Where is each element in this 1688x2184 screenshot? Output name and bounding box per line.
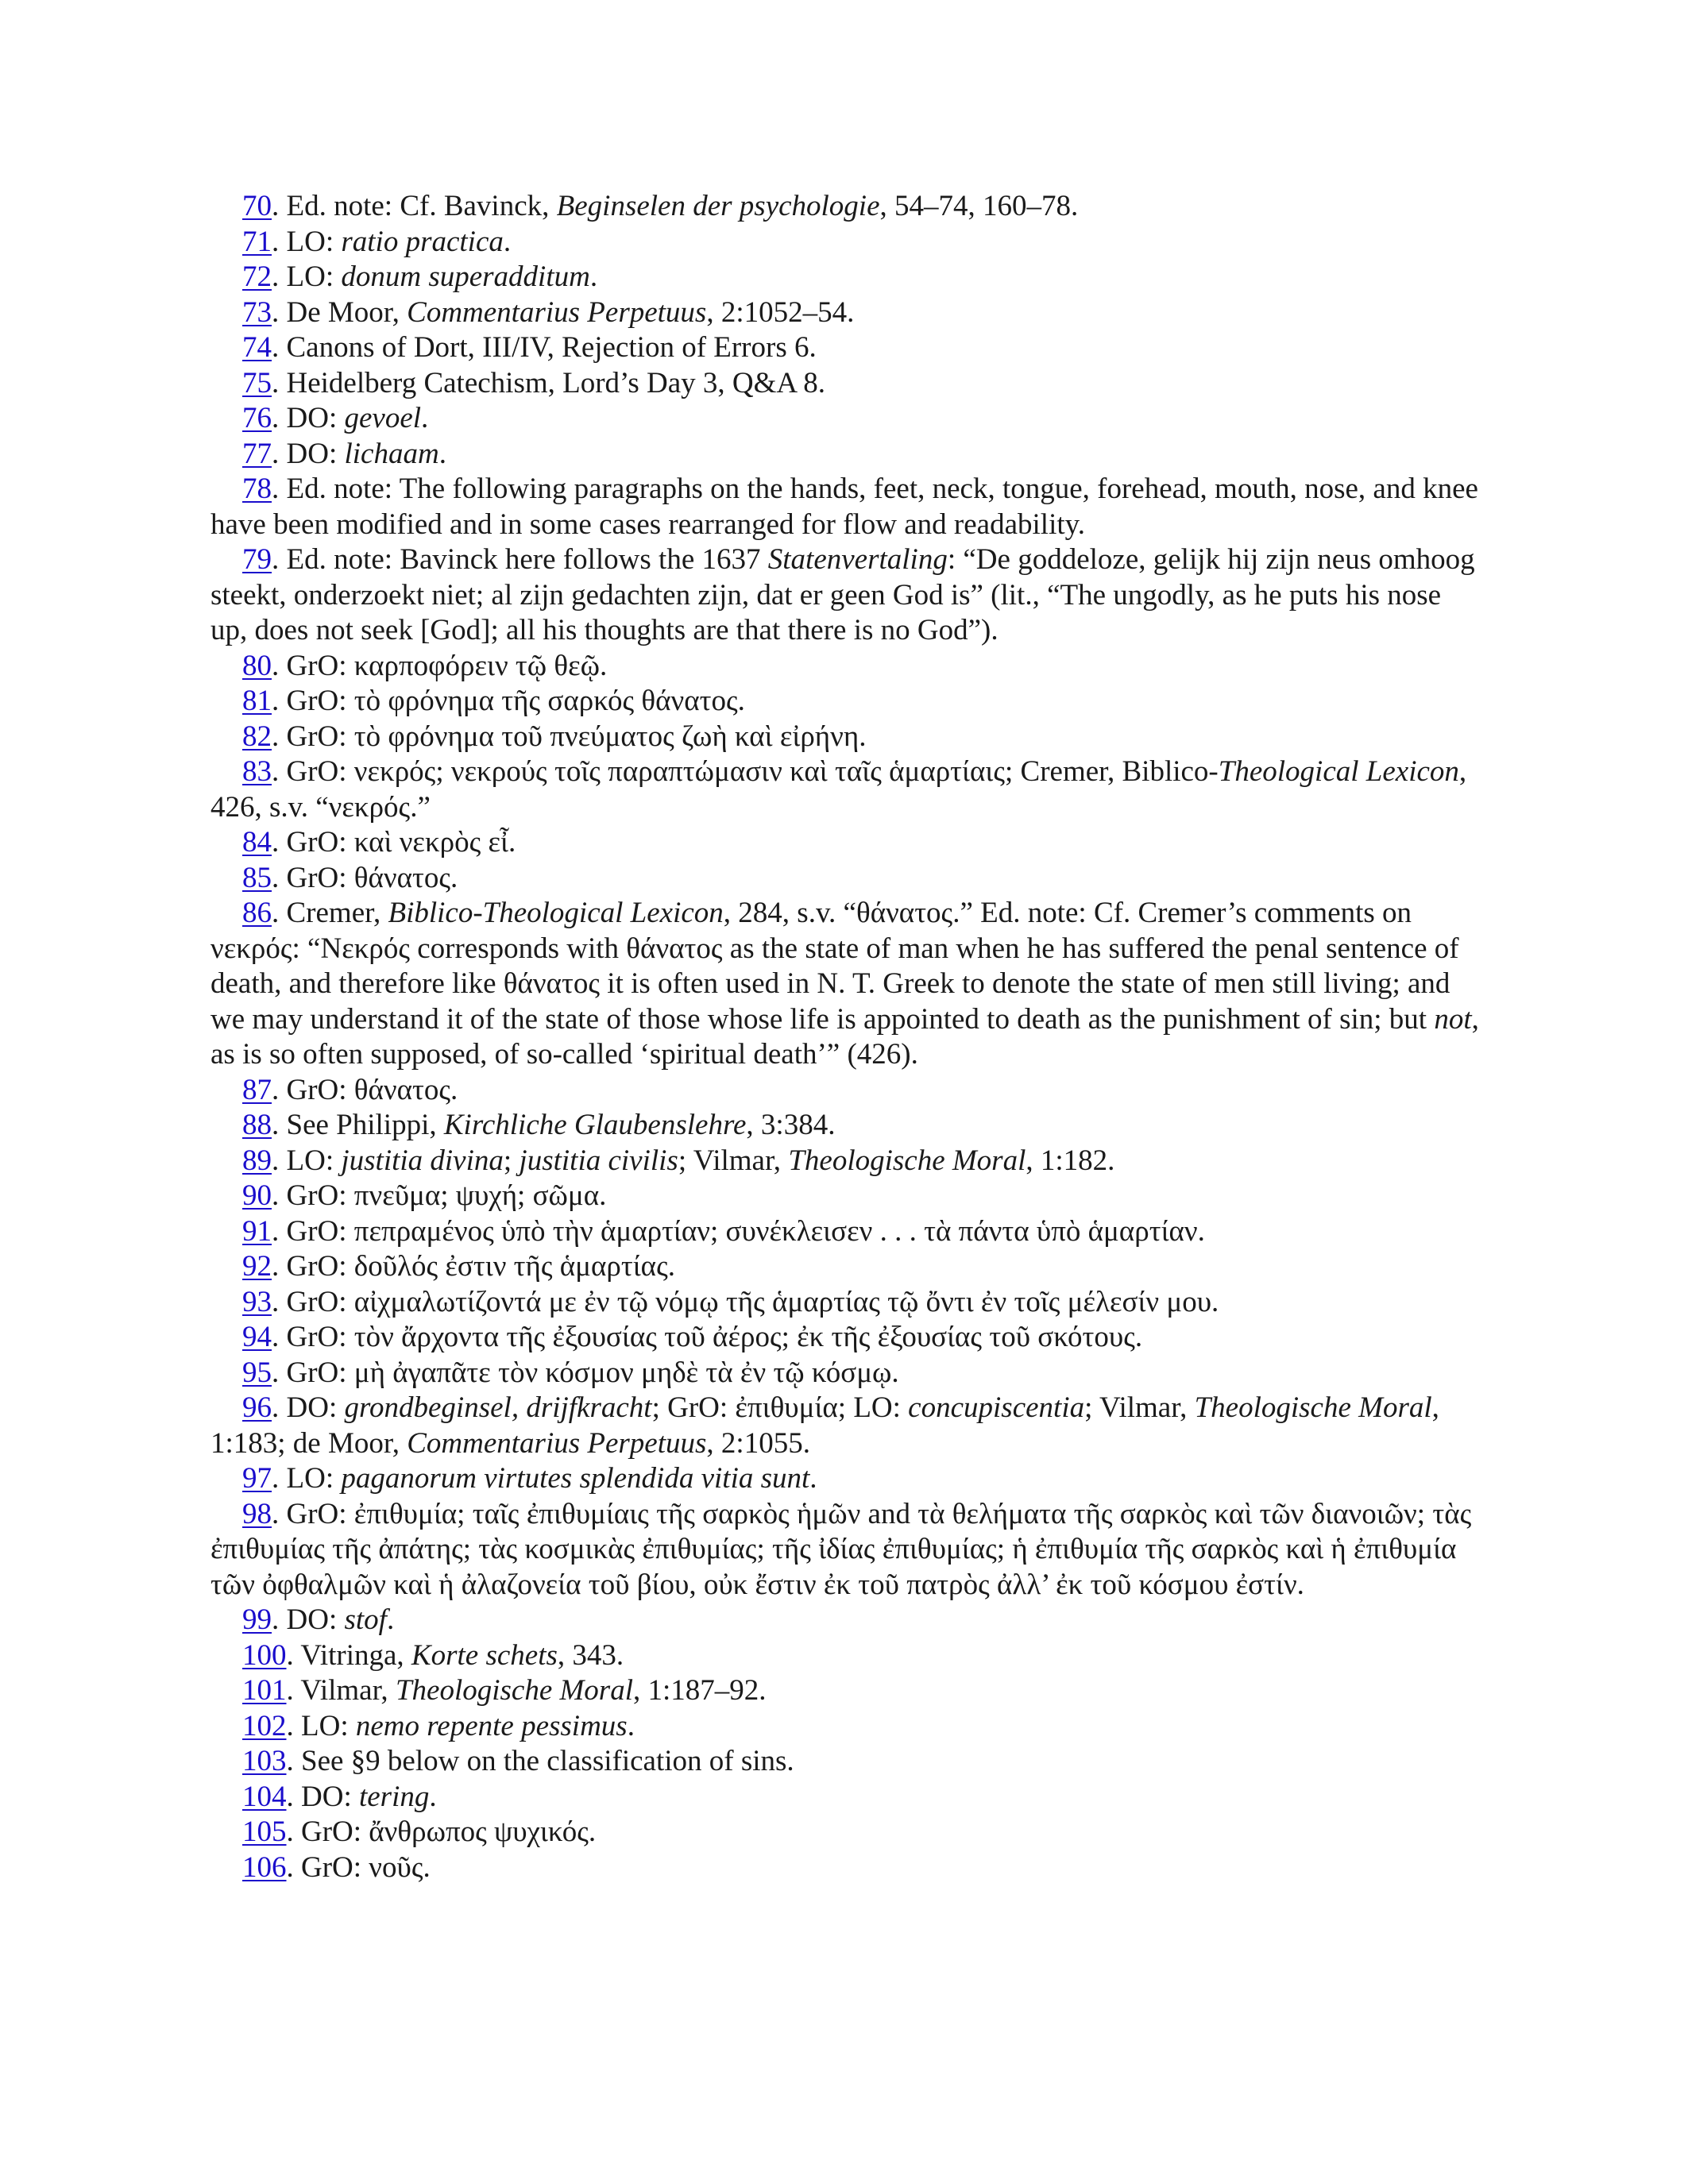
- endnote-text: ; Vilmar,: [678, 1144, 789, 1177]
- endnote-text: . DO:: [272, 402, 345, 434]
- endnote-87: [211, 1073, 1481, 1109]
- endnote-italic-text: Commentarius Perpetuus: [407, 1426, 707, 1460]
- endnote-backlink-79[interactable]: 79: [242, 543, 272, 576]
- endnote-text: . GrO: νοῦς.: [286, 1850, 431, 1884]
- endnote-backlink-99[interactable]: 99: [242, 1603, 272, 1636]
- endnote-text: . LO:: [272, 1462, 342, 1495]
- endnote-80: [211, 649, 1481, 685]
- endnote-text: . Ed. note: The following paragraphs on the hands, feet, neck, tongue, forehead, mouth, nose, and knee have been modified and in some cases rearranged for flow and readability.: [211, 473, 1478, 541]
- endnote-text: . DO:: [272, 437, 345, 470]
- endnote-italic-text: Korte schets: [411, 1638, 558, 1672]
- endnote-text: . LO:: [272, 225, 342, 258]
- endnote-italic-text: justitia civilis: [519, 1144, 678, 1177]
- endnote-82: [211, 720, 1481, 755]
- endnote-text: , 1:187–92.: [633, 1674, 767, 1707]
- endnote-italic-text: paganorum virtutes splendida vitia sunt: [341, 1462, 810, 1495]
- endnote-backlink-89[interactable]: 89: [242, 1144, 272, 1177]
- endnote-text: . Cremer,: [272, 897, 388, 929]
- endnote-99: [211, 1603, 1481, 1638]
- endnote-backlink-95[interactable]: 95: [242, 1356, 272, 1389]
- endnote-backlink-82[interactable]: 82: [242, 720, 272, 753]
- endnote-text: .: [421, 402, 429, 434]
- endnote-italic-text: Theologische Moral: [395, 1674, 633, 1707]
- endnote-backlink-85[interactable]: 85: [242, 861, 272, 894]
- endnote-italic-text: grondbeginsel, drijfkracht: [344, 1391, 652, 1424]
- endnote-backlink-103[interactable]: 103: [242, 1745, 287, 1777]
- endnote-backlink-97[interactable]: 97: [242, 1462, 272, 1495]
- endnote-text: . Vilmar,: [286, 1674, 396, 1707]
- endnote-74: [211, 330, 1481, 366]
- endnote-backlink-91[interactable]: 91: [242, 1214, 272, 1248]
- endnote-text: , 343.: [557, 1638, 624, 1672]
- endnote-backlink-94[interactable]: 94: [242, 1321, 272, 1353]
- endnote-text: . DO:: [286, 1780, 359, 1813]
- endnote-text: . GrO: θάνατος.: [272, 861, 458, 894]
- endnote-backlink-90[interactable]: 90: [242, 1179, 272, 1212]
- endnote-text: . GrO: τὸν ἄρχοντα τῆς ἐξουσίας τοῦ ἀέρος; ἐκ τῆς ἐξουσίας τοῦ σκότους.: [272, 1321, 1143, 1353]
- endnote-104: [211, 1780, 1481, 1815]
- endnote-text: . DO:: [272, 1391, 345, 1424]
- endnote-text: . Ed. note: Cf. Bavinck,: [272, 190, 557, 222]
- endnote-backlink-84[interactable]: 84: [242, 826, 272, 859]
- endnote-text: ; GrO: ἐπιθυμία; LO:: [651, 1391, 909, 1424]
- endnote-83: [211, 754, 1481, 825]
- endnote-backlink-96[interactable]: 96: [242, 1391, 272, 1424]
- endnote-text: .: [438, 437, 446, 470]
- endnote-90: [211, 1179, 1481, 1214]
- endnote-103: [211, 1744, 1481, 1780]
- endnote-text: , 284, s.v. “θάνατος.” Ed. note: Cf. Cremer’s comments on νεκρός: “Νεκρός corresponds with θάνατος as the state of man when he has suffered the penal sentence of death, and therefore like θάνατος it is often used in N. T. Greek to denote the state of men still living; and we may understand it of the state of those whose life is appointed to death as the punishment of sin; but: [211, 897, 1459, 1036]
- endnote-78: [211, 472, 1481, 542]
- endnote-backlink-78[interactable]: 78: [242, 473, 272, 505]
- endnote-backlink-98[interactable]: 98: [242, 1497, 272, 1530]
- endnote-backlink-74[interactable]: 74: [242, 331, 272, 364]
- endnote-text: , 2:1052–54.: [706, 295, 855, 329]
- endnote-backlink-87[interactable]: 87: [242, 1073, 272, 1106]
- endnote-italic-text: Commentarius Perpetuus: [407, 295, 707, 329]
- endnote-text: . See §9 below on the classification of sins.: [286, 1745, 794, 1777]
- endnote-79: [211, 542, 1481, 649]
- endnote-text: : “De goddeloze, gelijk hij zijn neus omhoog steekt, onderzoekt niet; al zijn gedachten zijn, dat er geen God is” (lit., “The ungodly, as he puts his nose up, does not seek [God]; all his thoughts are that there is no God”).: [211, 543, 1475, 646]
- endnote-98: [211, 1497, 1481, 1603]
- endnote-backlink-106[interactable]: 106: [242, 1850, 287, 1884]
- endnote-101: [211, 1673, 1481, 1709]
- endnote-backlink-86[interactable]: 86: [242, 897, 272, 929]
- endnote-77: [211, 437, 1481, 473]
- endnote-backlink-93[interactable]: 93: [242, 1285, 272, 1318]
- endnote-text: ;: [503, 1144, 520, 1177]
- endnote-text: .: [386, 1603, 395, 1636]
- endnote-text: , 2:1055.: [706, 1426, 810, 1460]
- endnote-105: [211, 1815, 1481, 1850]
- endnote-backlink-71[interactable]: 71: [242, 225, 272, 258]
- endnote-italic-text: Biblico-Theological Lexicon: [388, 897, 724, 929]
- endnote-italic-text: concupiscentia: [908, 1391, 1085, 1424]
- endnote-text: , 3:384.: [746, 1109, 836, 1141]
- endnote-81: [211, 684, 1481, 720]
- endnote-text: . LO:: [272, 260, 342, 293]
- endnote-text: . DO:: [272, 1603, 345, 1636]
- endnote-italic-text: ratio practica: [341, 225, 504, 258]
- endnote-text: . Ed. note: Bavinck here follows the 1637: [272, 543, 768, 576]
- endnote-text: . Vitringa,: [286, 1638, 411, 1672]
- endnote-84: [211, 825, 1481, 861]
- endnote-91: [211, 1214, 1481, 1250]
- endnote-text: . Canons of Dort, III/IV, Rejection of Errors 6.: [272, 331, 817, 364]
- endnote-text: .: [627, 1709, 635, 1742]
- endnote-text: . GrO: καρποφόρειν τῷ θεῷ.: [272, 649, 608, 682]
- endnote-100: [211, 1638, 1481, 1674]
- endnote-backlink-72[interactable]: 72: [242, 260, 272, 293]
- endnote-text: . GrO: τὸ φρόνημα τοῦ πνεύματος ζωὴ καὶ εἰρήνη.: [272, 720, 867, 753]
- endnote-89: [211, 1144, 1481, 1179]
- endnote-italic-text: gevoel: [344, 402, 422, 434]
- endnote-text: . GrO: αἰχμαλωτίζοντά με ἐν τῷ νόμῳ τῆς ἁμαρτίας τῷ ὄντι ἐν τοῖς μέλεσίν μου.: [272, 1285, 1219, 1318]
- endnote-95: [211, 1356, 1481, 1391]
- endnote-text: .: [503, 225, 512, 258]
- endnote-75: [211, 366, 1481, 402]
- endnote-backlink-105[interactable]: 105: [242, 1815, 287, 1848]
- endnote-102: [211, 1709, 1481, 1745]
- endnote-86: [211, 896, 1481, 1073]
- endnote-text: . GrO: θάνατος.: [272, 1073, 458, 1106]
- endnote-backlink-81[interactable]: 81: [242, 685, 272, 717]
- endnote-text: . GrO: πεπραμένος ὑπὸ τὴν ἁμαρτίαν; συνέκλεισεν . . . τὰ πάντα ὑπὸ ἁμαρτίαν.: [272, 1214, 1205, 1248]
- endnote-italic-text: Statenvertaling: [767, 543, 948, 576]
- endnote-93: [211, 1285, 1481, 1321]
- endnote-text: . GrO: νεκρός; νεκρούς τοῖς παραπτώμασιν καὶ ταῖς ἁμαρτίαις; Cremer, Biblico-: [272, 755, 1219, 788]
- endnote-backlink-100[interactable]: 100: [242, 1638, 287, 1672]
- endnote-italic-text: nemo repente pessimus: [355, 1709, 628, 1742]
- endnote-backlink-92[interactable]: 92: [242, 1250, 272, 1283]
- endnote-backlink-88[interactable]: 88: [242, 1109, 272, 1141]
- endnote-backlink-73[interactable]: 73: [242, 295, 272, 329]
- endnotes-list: [211, 189, 1481, 1885]
- endnote-text: . See Philippi,: [272, 1109, 444, 1141]
- endnote-92: [211, 1249, 1481, 1285]
- endnote-text: . GrO: δοῦλός ἐστιν τῆς ἁμαρτίας.: [272, 1250, 675, 1283]
- endnote-backlink-83[interactable]: 83: [242, 755, 272, 788]
- endnote-italic-text: donum superadditum: [341, 260, 590, 293]
- endnote-italic-text: Theologische Moral: [788, 1144, 1026, 1177]
- endnote-text: . De Moor,: [272, 295, 408, 329]
- endnote-72: [211, 260, 1481, 295]
- endnote-text: . GrO: τὸ φρόνημα τῆς σαρκός θάνατος.: [272, 685, 745, 717]
- endnote-text: . LO:: [286, 1709, 356, 1742]
- endnote-97: [211, 1461, 1481, 1497]
- endnote-italic-text: stof: [344, 1603, 387, 1636]
- endnote-italic-text: tering: [358, 1780, 430, 1813]
- endnote-text: , 1:183; de Moor,: [211, 1391, 1439, 1460]
- endnote-italic-text: Beginselen der psychologie: [556, 190, 880, 222]
- endnote-71: [211, 225, 1481, 260]
- endnote-text: .: [589, 260, 598, 293]
- endnote-text: , 54–74, 160–78.: [879, 190, 1079, 222]
- endnote-italic-text: lichaam: [344, 437, 439, 470]
- endnote-73: [211, 295, 1481, 331]
- endnote-text: .: [429, 1780, 437, 1813]
- endnote-backlink-80[interactable]: 80: [242, 649, 272, 682]
- endnote-backlink-77[interactable]: 77: [242, 437, 272, 470]
- endnote-italic-text: Theological Lexicon: [1218, 755, 1459, 788]
- endnote-94: [211, 1320, 1481, 1356]
- endnote-text: , as is so often supposed, of so-called ‘spiritual death’” (426).: [211, 1002, 1479, 1071]
- endnote-italic-text: justitia divina: [341, 1144, 504, 1177]
- endnote-backlink-101[interactable]: 101: [242, 1674, 287, 1707]
- endnote-backlink-75[interactable]: 75: [242, 366, 272, 399]
- endnote-text: . GrO: μὴ ἀγαπᾶτε τὸν κόσμον μηδὲ τὰ ἐν τῷ κόσμῳ.: [272, 1356, 899, 1389]
- endnote-76: [211, 401, 1481, 437]
- endnote-text: , 1:182.: [1026, 1144, 1115, 1177]
- endnote-backlink-76[interactable]: 76: [242, 402, 272, 434]
- endnote-96: [211, 1391, 1481, 1461]
- endnote-text: ; Vilmar,: [1084, 1391, 1195, 1424]
- endnote-italic-text: Kirchliche Glaubenslehre: [443, 1109, 747, 1141]
- endnote-85: [211, 861, 1481, 897]
- endnote-106: [211, 1850, 1481, 1886]
- endnote-text: . GrO: καὶ νεκρὸς εἶ.: [272, 826, 516, 859]
- endnote-70: [211, 189, 1481, 225]
- endnote-italic-text: not: [1434, 1002, 1472, 1036]
- endnote-text: . GrO: πνεῦμα; ψυχή; σῶμα.: [272, 1179, 607, 1212]
- endnote-backlink-104[interactable]: 104: [242, 1780, 287, 1813]
- endnote-text: .: [809, 1462, 817, 1495]
- endnote-text: . GrO: ἄνθρωπος ψυχικός.: [286, 1815, 597, 1848]
- endnote-88: [211, 1108, 1481, 1144]
- endnote-text: . Heidelberg Catechism, Lord’s Day 3, Q&A 8.: [272, 366, 826, 399]
- endnote-italic-text: Theologische Moral: [1194, 1391, 1432, 1424]
- endnote-text: . GrO: ἐπιθυμία; ταῖς ἐπιθυμίαις τῆς σαρκὸς ἡμῶν and τὰ θελήματα τῆς σαρκὸς καὶ τῶν διανοιῶν; τὰς ἐπιθυμίας τῆς ἀπάτης; τὰς κοσμικὰς ἐπιθυμίας; τῆς ἰδίας ἐπιθυμίας; ἡ ἐπιθυμία τῆς σαρκὸς καὶ ἡ ἐπιθυμία τῶν ὀφθαλμῶν καὶ ἡ ἀλαζονεία τοῦ βίου, οὐκ ἔστιν ἐκ τοῦ πατρὸς ἀλλ’ ἐκ τοῦ κόσμου ἐστίν.: [211, 1497, 1472, 1601]
- endnote-backlink-102[interactable]: 102: [242, 1709, 287, 1742]
- endnote-text: . LO:: [272, 1144, 342, 1177]
- endnote-backlink-70[interactable]: 70: [242, 190, 272, 222]
- endnote-text: , 426, s.v. “νεκρός.”: [211, 755, 1467, 824]
